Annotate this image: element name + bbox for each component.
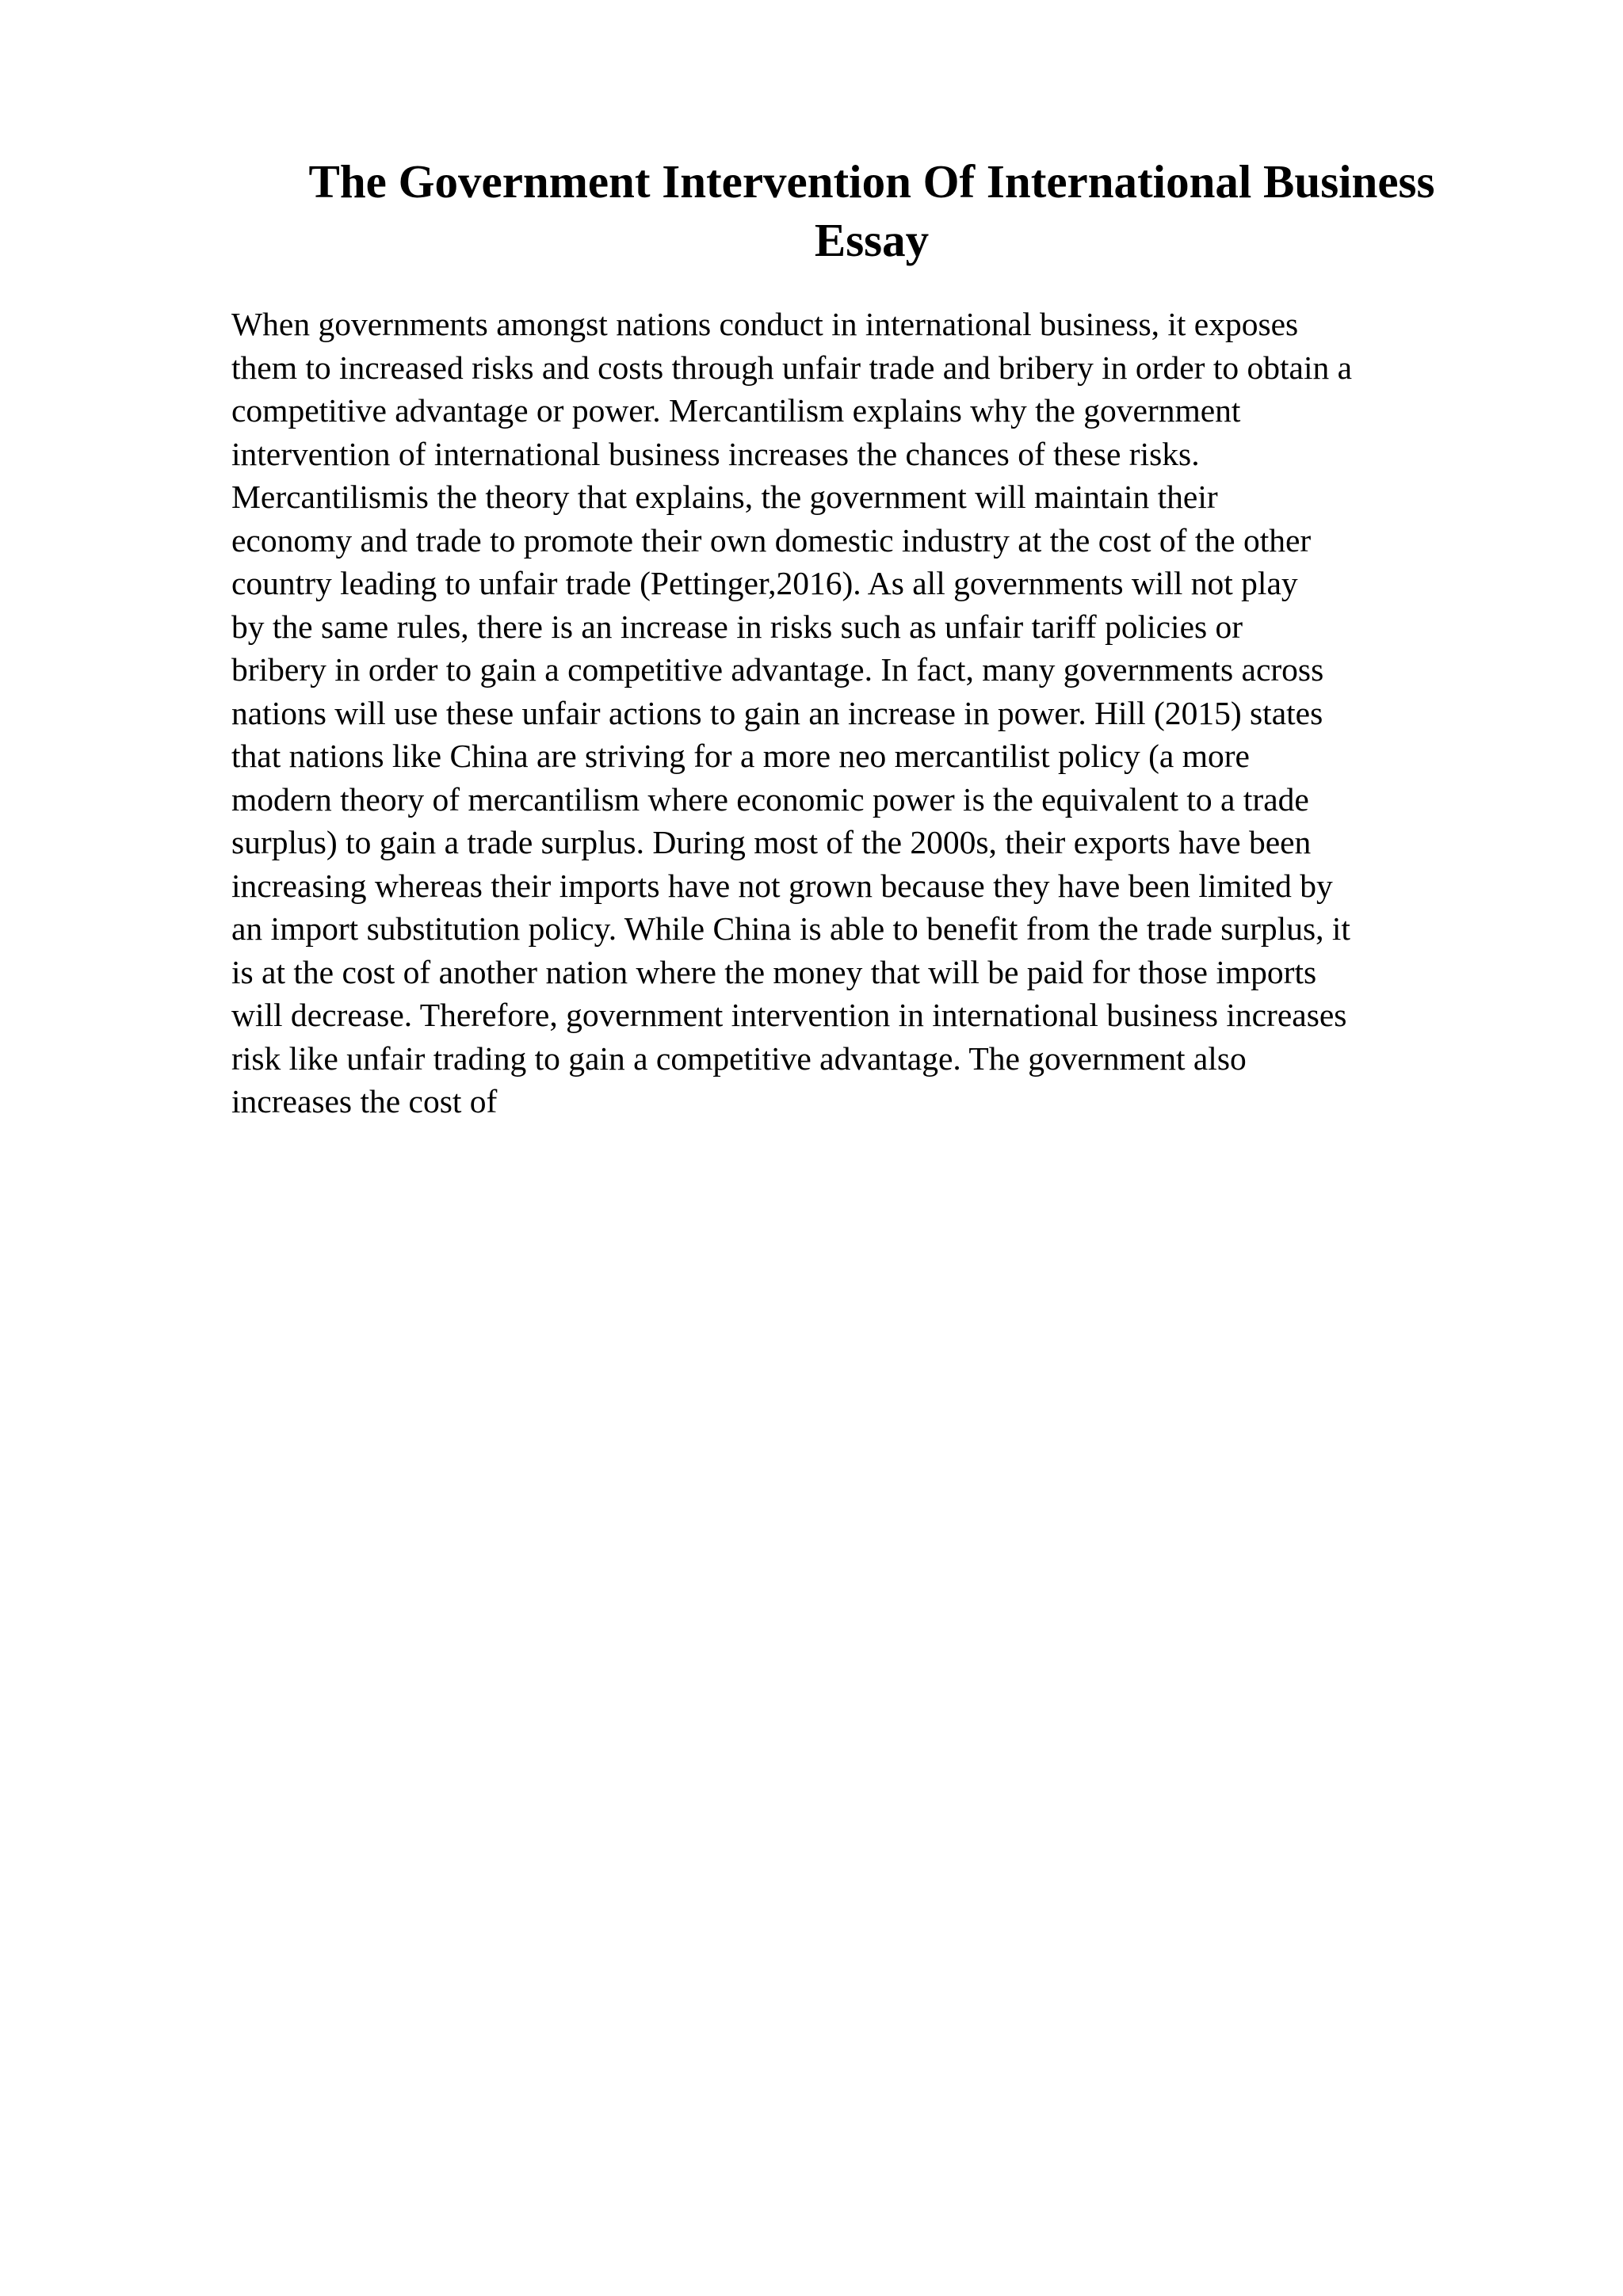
body-line: will decrease. Therefore, government intervention in international business increases bbox=[231, 997, 1347, 1033]
body-line: bribery in order to gain a competitive advantage. In fact, many governments across bbox=[231, 651, 1324, 688]
body-line: economy and trade to promote their own domestic industry at the cost of the other bbox=[231, 521, 1312, 559]
body-line: Mercantilismis the theory that explains, the government will maintain their bbox=[231, 479, 1218, 515]
body-line: by the same rules, there is an increase in risks such as unfair tariff policies or bbox=[231, 608, 1243, 645]
body-line: modern theory of mercantilism where economic power is the equivalent to a trade bbox=[231, 780, 1309, 818]
body-line: increases the cost of bbox=[231, 1083, 498, 1119]
body-line: nations will use these unfair actions to gain an increase in power. Hill (2015) states bbox=[231, 694, 1323, 731]
body-line: surplus) to gain a trade surplus. During most of the 2000s, their exports have been bbox=[231, 824, 1312, 860]
body-line: increasing whereas their imports have not grown because they have been limited by bbox=[231, 867, 1333, 904]
body-line: that nations like China are striving for a more neo mercantilist policy (a more bbox=[231, 738, 1250, 774]
body-paragraph bbox=[231, 303, 1515, 1123]
body-line: them to increased risks and costs through unfair trade and bribery in order to obtain a bbox=[231, 349, 1353, 386]
title-line: The Government Intervention Of International Business bbox=[308, 155, 1435, 208]
body-line: country leading to unfair trade (Pettinger,2016). As all governments will not play bbox=[231, 565, 1298, 601]
body-line: intervention of international business increases the chances of these risks. bbox=[231, 435, 1200, 472]
body-line: risk like unfair trading to gain a competitive advantage. The government also bbox=[231, 1039, 1247, 1077]
body-line: an import substitution policy. While China is able to benefit from the trade surplus, it bbox=[231, 910, 1350, 947]
title-line: Essay bbox=[814, 214, 930, 266]
body-line: is at the cost of another nation where the money that will be paid for those imports bbox=[231, 953, 1317, 990]
body-line: When governments amongst nations conduct in international business, it exposes bbox=[231, 306, 1299, 342]
document-title bbox=[222, 152, 1522, 269]
body-line: competitive advantage or power. Mercantilism explains why the government bbox=[231, 392, 1241, 429]
